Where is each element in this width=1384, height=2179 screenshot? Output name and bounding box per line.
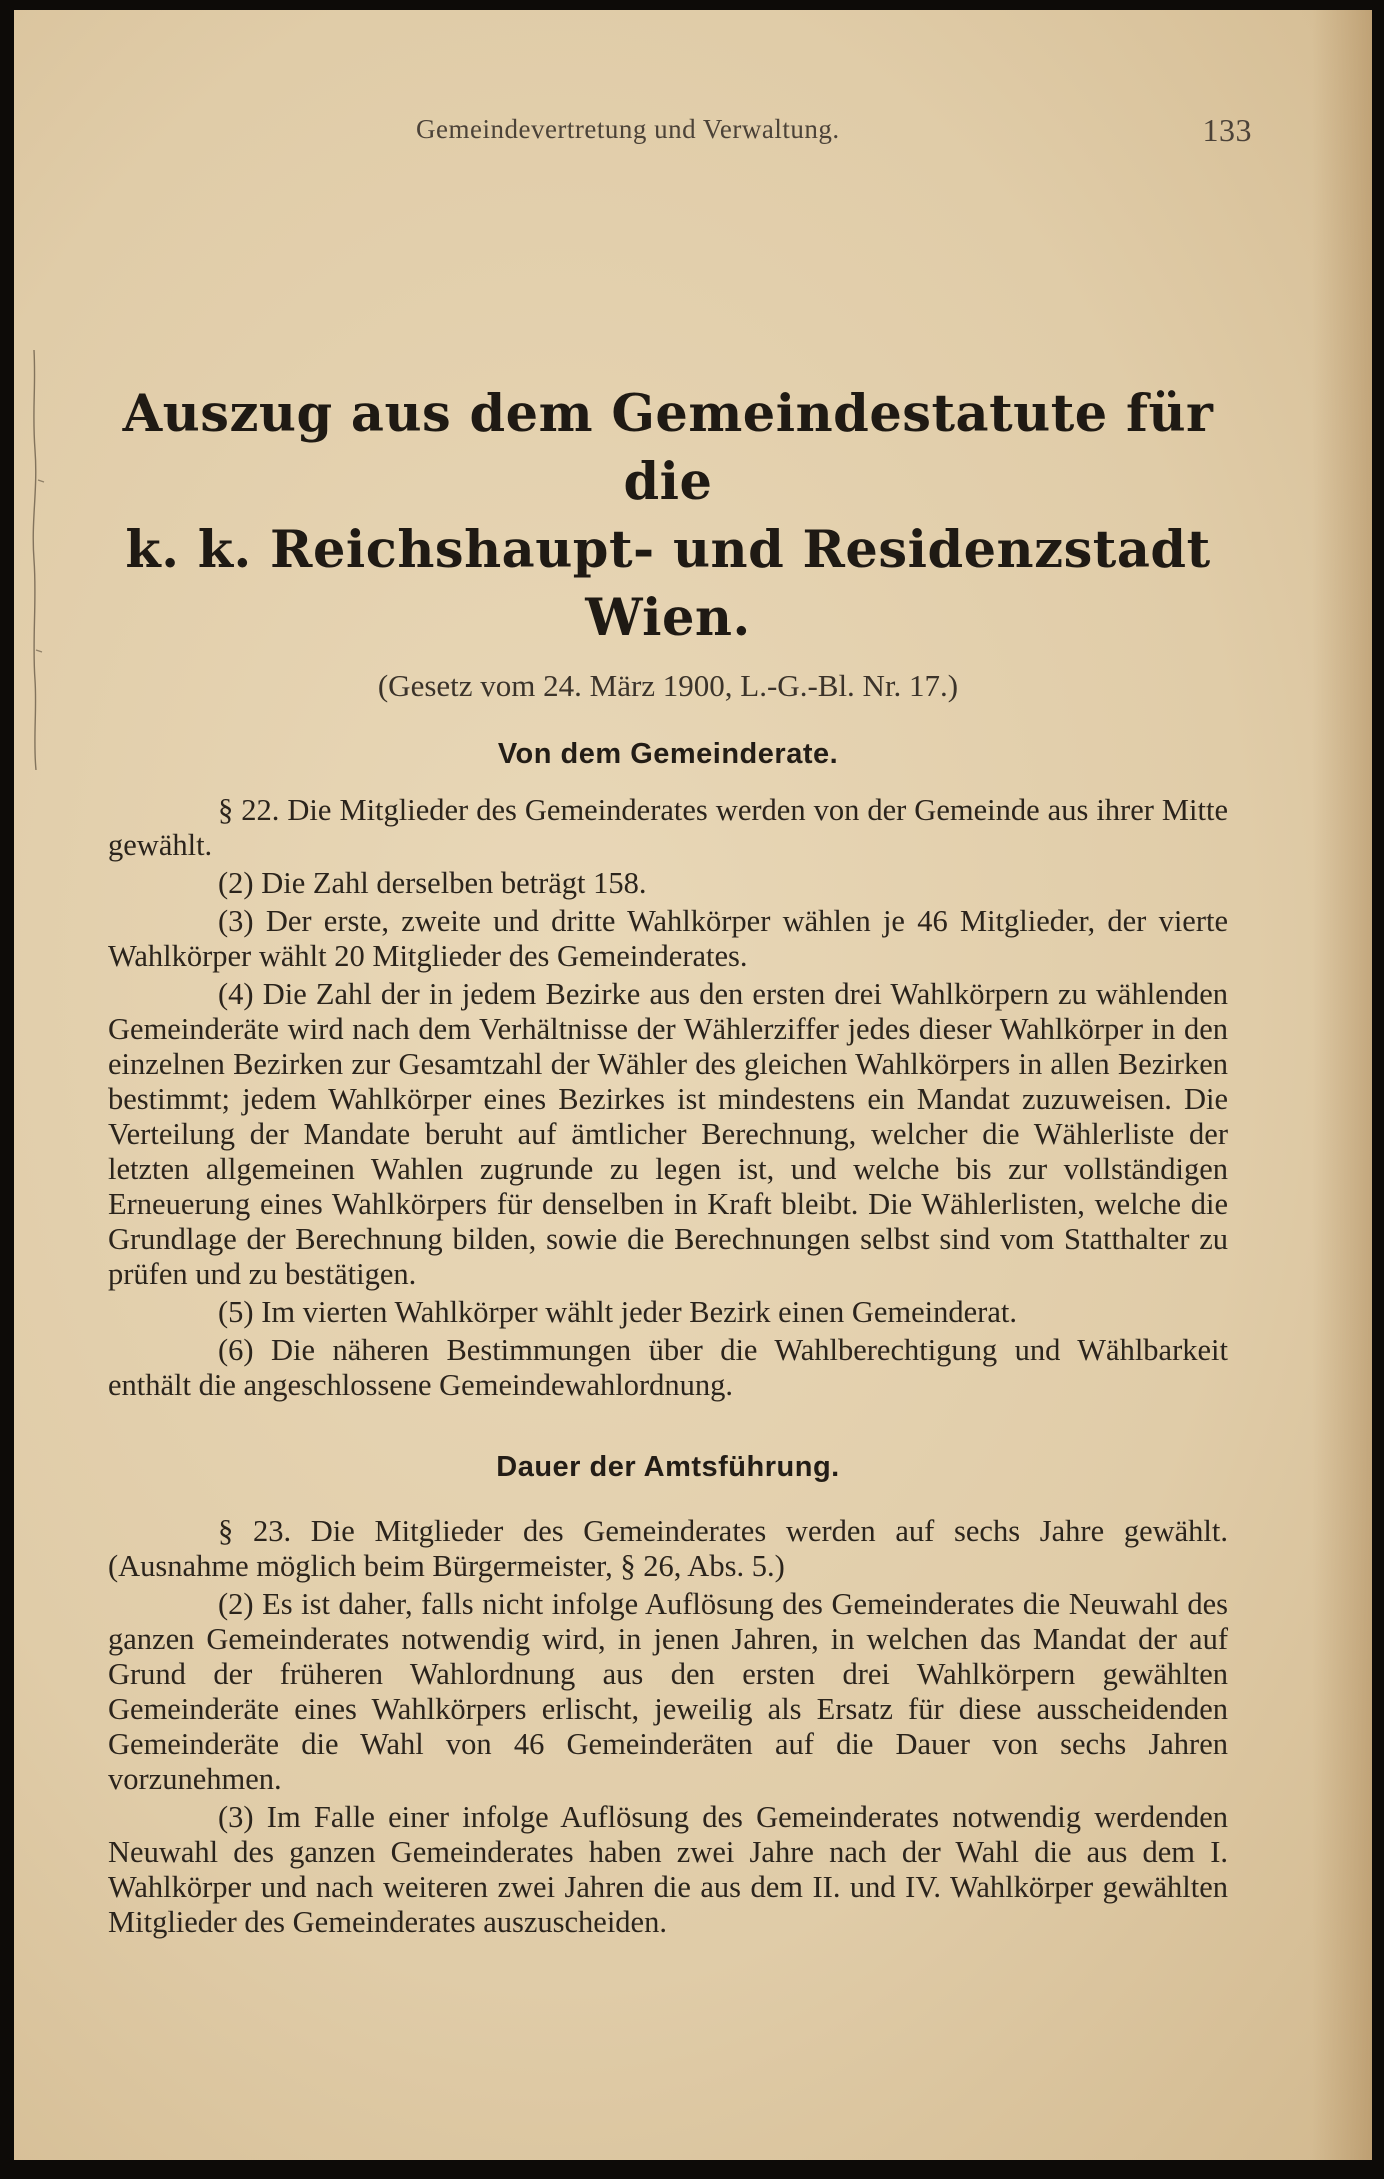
section-heading-gemeinderat: Von dem Gemeinderate.	[497, 738, 839, 770]
page-content	[108, 380, 1228, 1943]
book-page	[14, 10, 1372, 2160]
law-citation: (Gesetz vom 24. März 1900, L.-G.-Bl. Nr. 17.)	[377, 668, 959, 703]
paragraph: (5) Im vierten Wahlkörper wählt jeder Bezirk einen Gemeinderat.	[218, 1295, 1017, 1329]
paragraph: (2) Die Zahl derselben beträgt 158.	[218, 866, 647, 900]
section-heading-amtsfuehrung: Dauer der Amtsführung.	[496, 1451, 840, 1483]
title-line-1: Auszug aus dem Gemeindestatute für die	[122, 384, 1214, 512]
title-line-2: k. k. Reichshaupt- und Residenzstadt Wien.	[125, 520, 1211, 648]
document-title	[108, 380, 1228, 652]
paragraph: (3) Im Falle einer infolge Auflösung des Gemeinderates notwendig werdenden Neuwahl des ganzen Gemeinderates haben zwei Jahre nach der Wahl die aus dem I. Wahlkörper und nach weiteren zwei Jahren die aus dem II. und IV. Wahlkörper gewählten Mitglieder des Gemeinderates auszuscheiden.	[108, 1800, 1228, 1939]
paragraph: (6) Die näheren Bestimmungen über die Wahlberechtigung und Wählbarkeit enthält die angeschlossene Gemeindewahlordnung.	[108, 1333, 1228, 1402]
paragraph: (2) Es ist daher, falls nicht infolge Auflösung des Gemeinderates die Neuwahl des ganzen Gemeinderates notwendig wird, in jenen Jahren, in welchen das Mandat der auf Grund der früheren Wahlordnung aus den ersten drei Wahlkörpern gewählten Gemeinderäte eines Wahlkörpers erlischt, jeweilig als Ersatz für diese ausscheidenden Gemeinderäte die Wahl von 46 Gemeinderäten auf die Dauer von sechs Jahren vorzunehmen.	[108, 1587, 1228, 1796]
margin-pencil-marks	[28, 350, 52, 770]
paragraph: (3) Der erste, zweite und dritte Wahlkörper wählen je 46 Mitglieder, der vierte Wahlkörper wählt 20 Mitglieder des Gemeinderates.	[108, 904, 1228, 973]
paragraph: § 22. Die Mitglieder des Gemeinderates werden von der Gemeinde aus ihrer Mitte gewählt.	[108, 793, 1228, 862]
running-title: Gemeindevertretung und Verwaltung.	[416, 114, 840, 144]
page-number: 133	[1202, 112, 1252, 148]
paragraph: (4) Die Zahl der in jedem Bezirke aus den ersten drei Wahlkörpern zu wählenden Gemeinderäte wird nach dem Verhältnisse der Wählerziffer jedes dieser Wahlkörper in den einzelnen Bezirken zur Gesamtzahl der Wähler des gleichen Wahlkörpers in allen Bezirken bestimmt; jedem Wahlkörper eines Bezirkes ist mindestens ein Mandat zuzuweisen. Die Verteilung der Mandate beruht auf ämtlicher Berechnung, welcher die Wählerliste der letzten allgemeinen Wahlen zugrunde zu legen ist, und welche bis zur vollständigen Erneuerung eines Wahlkörpers für denselben in Kraft bleibt. Die Wählerlisten, welche die Grundlage der Berechnung bilden, sowie die Berechnungen selbst sind vom Statthalter zu prüfen und zu bestätigen.	[108, 977, 1228, 1291]
paragraph: § 23. Die Mitglieder des Gemeinderates werden auf sechs Jahre gewählt. (Ausnahme möglich beim Bürgermeister, § 26, Abs. 5.)	[108, 1514, 1228, 1583]
page-edge-shadow	[1312, 10, 1372, 2160]
